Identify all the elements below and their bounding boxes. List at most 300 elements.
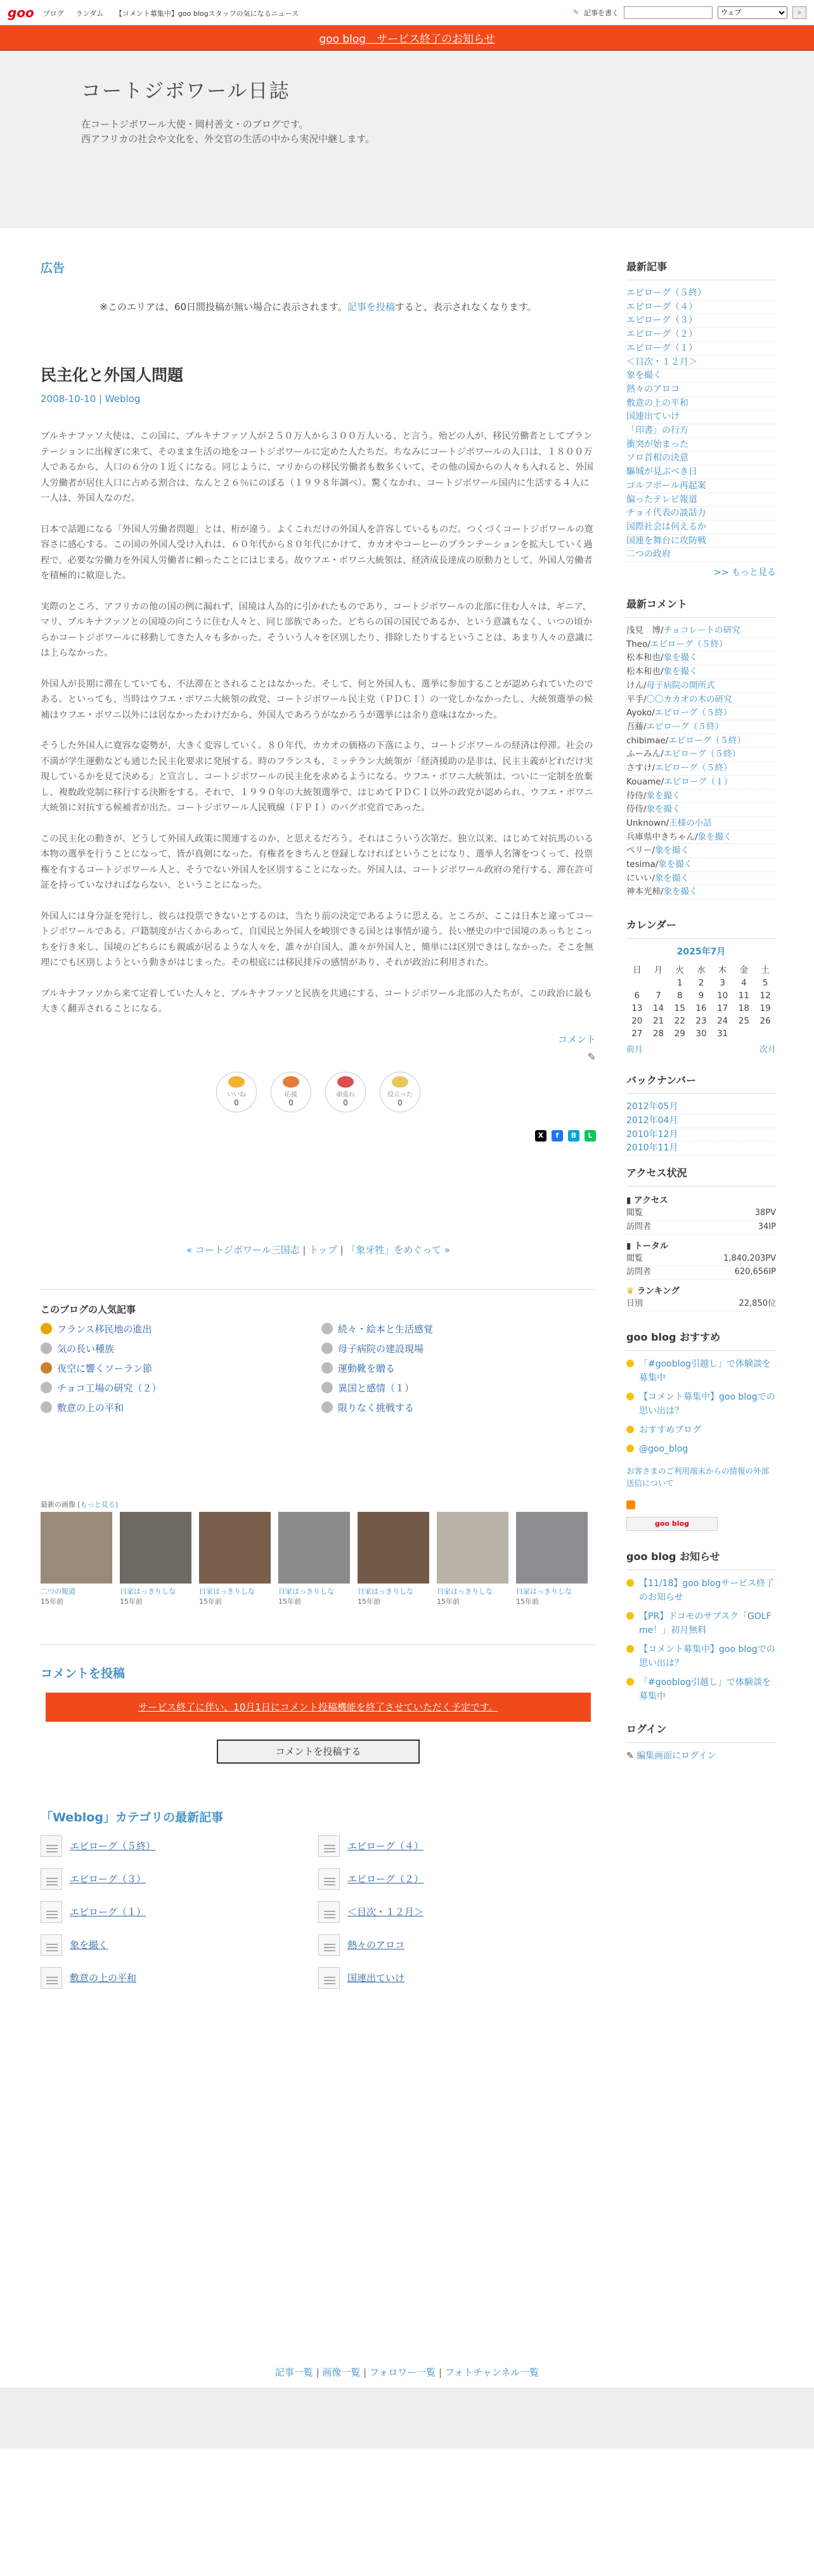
osusume-link[interactable]: 【コメント募集中】goo blogでの思い出は？ (639, 1391, 775, 1416)
thumb-image[interactable] (437, 1512, 508, 1584)
calendar-day[interactable]: 2 (698, 978, 704, 989)
comment-author: Unknown (626, 817, 666, 828)
calendar-day[interactable]: 5 (762, 978, 768, 989)
thumb-age: 15年前 (358, 1597, 380, 1606)
footer-link[interactable]: 画像一覧 (322, 2367, 361, 2378)
osusume-list (626, 1357, 776, 1456)
category-item-link[interactable]: 熱々のアロコ (347, 1939, 405, 1951)
comment-sep: / (655, 859, 659, 870)
next-post-link[interactable]: 「象牙牲」をめぐって » (346, 1244, 451, 1256)
comment-sep: / (661, 667, 664, 677)
comment-post-link[interactable]: エピローグ（５終） (646, 721, 724, 732)
thumb-caption[interactable]: 日家はっきりしな (437, 1587, 493, 1596)
popular-item-link[interactable]: 敷意の上の平和 (57, 1402, 124, 1414)
calendar-day[interactable]: 22 (674, 1016, 685, 1027)
calendar-day[interactable]: 18 (738, 1003, 749, 1014)
oshirase-list (626, 1577, 776, 1703)
search-scope-select[interactable] (718, 6, 787, 19)
calendar-week (626, 1015, 776, 1027)
calendar-day[interactable]: 4 (741, 978, 747, 989)
backnumber-link[interactable]: 2012年05月 (626, 1102, 678, 1112)
nav-blog[interactable]: ブログ (42, 9, 64, 18)
category-item-link[interactable]: エピローグ（３） (70, 1873, 146, 1885)
recent-post-link[interactable]: 偏ったテレビ報道 (626, 494, 697, 505)
recent-post-link[interactable]: 「印書」の行方 (626, 426, 688, 436)
footer-link[interactable]: フォロワー一覧 (370, 2367, 436, 2378)
login-link[interactable]: 編集画面にログイン (636, 1750, 716, 1761)
calendar-day[interactable]: 12 (759, 991, 771, 1001)
calendar-day[interactable]: 3 (720, 978, 725, 989)
recent-post-item (626, 452, 776, 465)
document-icon (318, 1835, 340, 1857)
comment-end-notice-link[interactable]: サービス終了に伴い、10月1日にコメント投稿機能を終了させていただく予定です。 (138, 1701, 498, 1713)
reaction-cheer[interactable] (271, 1072, 311, 1112)
recent-post-item (626, 479, 776, 493)
recent-comment-item (626, 885, 776, 899)
comment-post-link[interactable]: 象を撮く (658, 859, 693, 870)
footer-links (0, 2365, 814, 2379)
service-end-link[interactable]: goo blog サービス終了のお知らせ (319, 32, 495, 46)
calendar-day[interactable]: 13 (631, 1003, 643, 1014)
post-paragraph: そうした外国人に寛容な姿勢が、大きく変容していく。８０年代、カカオの価格の下落により、コートジボワールの経済は停滞。社会の不満が学生運動なども通じた民主化要求に発展する。時のフランスも、ミッテラン大統領が「経済援助の是非は、民主主義がどれだけ実現しているかを見て決める」と宣言し、コートジボワールの民主化を求めるようになる。ウフエ・ボワニ大統領は、ついに一定制を放棄し、複数政党制に移行する決断をする。それで、１９９０年の大統領選挙で、はじめてＰＤＣＩ以外の政党が認められ、ウフエ・ボワニ大統領に対抗する候補者が出た。コートジボワール人民戦線（ＦＰＩ）のバグボ党首であった。 (41, 741, 593, 813)
ad-post-link[interactable]: 記事を投稿 (347, 301, 395, 313)
recent-comments-title: 最新コメント (626, 596, 776, 618)
popular-item (321, 1362, 596, 1375)
rss-icon[interactable] (626, 1500, 635, 1509)
comment-sep: / (652, 763, 656, 774)
line-share-icon[interactable]: L (585, 1130, 596, 1142)
recent-post-item (626, 397, 776, 411)
popular-item (41, 1381, 315, 1395)
recent-post-link[interactable]: 国際社会は何えるか (626, 521, 706, 532)
category-item-link[interactable]: エピローグ（１） (70, 1906, 146, 1918)
popular-item (41, 1401, 315, 1414)
access-total-label: トータル (634, 1240, 669, 1251)
oshirase-link[interactable]: 【PR】ドコモのサブスク「GOLF me！」初月無料 (639, 1611, 772, 1636)
post-comment-button[interactable]: コメントを投稿する (217, 1740, 420, 1764)
calendar-day[interactable]: 20 (631, 1016, 643, 1027)
category-list (41, 1835, 596, 1989)
comment-post-link[interactable]: エピローグ（５終） (663, 749, 741, 760)
prev-post-link[interactable]: « コートジボワール三国志 (186, 1244, 300, 1256)
calendar-prev[interactable]: 前月 (626, 1045, 643, 1055)
oshirase-link[interactable]: 【11/18】goo blogサービス終了のお知らせ (639, 1578, 775, 1603)
recent-post-link[interactable]: 象を撮く (626, 370, 662, 381)
bullet-icon (41, 1382, 52, 1393)
comment-post-link[interactable]: 王様の小話 (669, 817, 712, 828)
calendar-day[interactable]: 19 (759, 1003, 771, 1014)
comment-author: Kouame (626, 776, 661, 787)
popular-item-link[interactable]: 続々・絵本と生活感覚 (338, 1323, 434, 1335)
backnumber-item (626, 1128, 776, 1142)
popular-item (41, 1362, 315, 1375)
document-icon (41, 1835, 62, 1857)
post-paragraph: 日本で話題になる「外国人労働者問題」とは、桁が違う。よくこれだけの外国人を許容しているものだ。つくづくコートジボワールの寛容さに感心する。この国の外国人受け入れは、６０年代から８０年代にかけて、カカオやコーヒーのプランテーションを拡大していく過程で、必要な労働力を外国人労働者に頼ったことにはじまる。故ウフエ・ボワニ大統領は、経済成長達成の原動力として、外国人労働者を積極的に歓迎した。 (41, 524, 593, 581)
recent-post-link[interactable]: 国連を舞台に攻防戦 (626, 535, 706, 546)
calendar-day[interactable]: 27 (631, 1029, 643, 1039)
recent-post-item (626, 424, 776, 438)
footer-link[interactable]: フォトチャンネル一覧 (444, 2367, 539, 2378)
category-item-link[interactable]: エピローグ（４） (347, 1840, 424, 1852)
thumb-caption[interactable]: 日家はっきりしな (516, 1587, 572, 1596)
recent-post-link[interactable]: ソロ首相の決意 (626, 453, 688, 464)
bullet-icon (321, 1362, 333, 1374)
comment-post-section (41, 1644, 596, 1764)
thumb-caption[interactable]: 日家はっきりしな (120, 1587, 176, 1596)
image-thumb[interactable] (358, 1512, 429, 1606)
reaction-label: 頑張れ (336, 1091, 355, 1098)
thumb-image[interactable] (120, 1512, 191, 1584)
login-title: ログイン (626, 1721, 776, 1743)
x-share-icon[interactable]: X (535, 1130, 546, 1142)
recent-post-item (626, 548, 776, 562)
comment-post-link[interactable]: 母子病院の開所式 (646, 680, 715, 691)
access-row (626, 1298, 776, 1311)
popular-item-link[interactable]: 夜空に響くソーラン節 (57, 1362, 153, 1374)
calendar-day[interactable]: 30 (695, 1029, 707, 1039)
post-pager (41, 1243, 596, 1256)
main-column (41, 259, 596, 1989)
access-value: 38PV (754, 1208, 776, 1218)
document-icon (318, 1901, 340, 1923)
osusume-link[interactable]: おすすめブログ (639, 1424, 702, 1435)
search-icon: ⌕ (797, 8, 802, 16)
hatena-share-icon[interactable]: B (568, 1130, 579, 1142)
category-item-link[interactable]: ＜目次・１２月＞ (347, 1906, 424, 1918)
rank-gold-icon (41, 1323, 52, 1334)
osusume-note-link[interactable]: お客さまのご利用端末からの情報の外部送信について (626, 1466, 770, 1488)
calendar-day[interactable]: 23 (695, 1016, 707, 1027)
access-total-rows (626, 1252, 776, 1280)
recent-comment-item (626, 624, 776, 638)
calendar-next[interactable]: 次月 (759, 1045, 776, 1055)
recent-post-link[interactable]: エピローグ（２） (626, 329, 697, 340)
popular-item-link[interactable]: フランス移民地の進出 (57, 1323, 152, 1335)
post-paragraph: 実際のところ、アフリカの他の国の例に漏れず、国境は人為的に引かれたものであり、コートジボワールの北部に住む人々は、ギニア、マリ、ブルキナファソとの国境の向こうに住む人々と、同じ部族であった。どちらの国の国民であるか、という意識もなく、いつの頃からかコートジボワールに移動してきた人々も多かった。そういう人々を区別したり、排除したりするということは、あまり人々の意識には上らなかった。 (41, 601, 593, 658)
login-block (626, 1721, 776, 1762)
calendar-day[interactable]: 28 (652, 1029, 664, 1039)
service-end-notice (0, 25, 814, 51)
popular-title: このブログの人気記事 (41, 1303, 136, 1315)
calendar-weekday: 日 (633, 965, 642, 976)
rank-bronze-icon (41, 1362, 52, 1374)
access-today-label: アクセス (634, 1195, 668, 1206)
calendar-day[interactable]: 31 (717, 1029, 728, 1039)
recent-post-link[interactable]: 国連出ていけ (626, 412, 680, 422)
category-item-link[interactable]: 象を撮く (70, 1939, 108, 1951)
thumb-caption[interactable]: 日家はっきりしな (199, 1587, 255, 1596)
access-row (626, 1252, 776, 1266)
thumb-caption[interactable]: 二つの報道 (41, 1587, 75, 1596)
calendar-month: 2025年7月 (676, 947, 726, 958)
calendar-day (754, 1027, 776, 1040)
comment-post-link[interactable]: 象を撮く (697, 831, 732, 842)
calendar-day[interactable]: 21 (652, 1016, 664, 1027)
osusume-link[interactable]: 「#gooblog引越し」で体験談を募集中 (639, 1358, 771, 1383)
nav-news[interactable]: 【コメント募集中】goo blogスタッフの気になるニュース (115, 9, 299, 18)
image-thumb[interactable] (278, 1512, 350, 1606)
calendar-week (626, 977, 776, 989)
reaction-label: 応援 (285, 1091, 297, 1098)
comment-post-link[interactable]: 象を撮く (646, 790, 681, 801)
recent-comment-item (626, 831, 776, 845)
comment-author: 松本和也 (626, 667, 661, 677)
image-thumb[interactable] (120, 1512, 191, 1606)
recent-post-item (626, 314, 776, 328)
comment-post-link[interactable]: エピローグ（５終） (668, 735, 746, 746)
access-value: 620,656IP (734, 1267, 776, 1277)
image-thumb[interactable] (516, 1512, 588, 1606)
backnumber-link[interactable]: 2010年11月 (626, 1143, 678, 1154)
osusume-link[interactable]: @goo_blog (639, 1443, 688, 1454)
popular-item-link[interactable]: 母子病院の建設現場 (338, 1343, 424, 1355)
post-meta: 2008-10-10 | Weblog (41, 393, 141, 405)
post-paragraph: この民主化の動きが、どうして外国人政策に関連するのか、と思えるだろう。それはこういう次第だ。独立以来、はじめて対抗馬のいる本物の選挙を行うことになって、皆が真剣になった。有権者をきちんと登録しなければということになり、選挙人名簿をつくって、投票権を有するコートジボワール人と、そうでない外国人を区別することになった。外国人は、コートジボワール政府の発行する、滞在許可証を持っていなければならない、ということになった。 (41, 833, 594, 890)
recent-post-link[interactable]: ゴルフボール再起案 (626, 480, 706, 491)
recent-post-link[interactable]: 熱々のアロコ (626, 384, 680, 394)
share-buttons (41, 1130, 596, 1142)
calendar (626, 917, 776, 1055)
popular-item-link[interactable]: チョコ工場の研究（２） (57, 1382, 162, 1394)
cheer-icon (283, 1076, 299, 1088)
ad-title: 広告 (41, 261, 65, 275)
bullet-icon (41, 1402, 52, 1413)
recent-post-link[interactable]: 敷意の上の平和 (626, 398, 688, 408)
calendar-day[interactable]: 25 (738, 1016, 749, 1027)
post-paragraph: ブルキナファソから来て定着していた人々と、ブルキナファソと民族を共通にする、コートジボワール北部の人たちが、この政治に最も大きく翻弄されることになる。 (41, 988, 593, 1014)
edit-pen-icon[interactable]: ✎ (587, 1050, 596, 1063)
comment-author: chibimae (626, 735, 666, 746)
backnumber-item (626, 1100, 776, 1114)
recent-post-link[interactable]: エピローグ（１） (626, 342, 697, 353)
backnumber-item (626, 1114, 776, 1128)
calendar-day[interactable]: 6 (634, 991, 640, 1001)
recent-images-list (41, 1512, 596, 1606)
comment-post-link[interactable]: 象を撮く (655, 845, 690, 856)
comment-sep: / (643, 680, 647, 691)
recent-post-link[interactable]: エピローグ（５終） (626, 288, 706, 298)
thumb-image[interactable] (41, 1512, 112, 1584)
thumb-image[interactable] (278, 1512, 350, 1584)
calendar-table (626, 961, 776, 1040)
access-value: 22,850位 (739, 1298, 776, 1308)
calendar-day[interactable]: 11 (738, 991, 749, 1001)
category-item-link[interactable]: エピローグ（２） (347, 1873, 424, 1885)
calendar-day (648, 977, 669, 989)
blog-title[interactable]: コートジボワール日誌 (81, 80, 290, 103)
recent-post-link[interactable]: チョイ代表の談話力 (626, 508, 706, 519)
access-value: 1,840,203PV (723, 1253, 776, 1263)
thumb-image[interactable] (199, 1512, 271, 1584)
popular-item (321, 1322, 596, 1336)
top-nav (43, 7, 307, 18)
calendar-day[interactable]: 8 (676, 991, 683, 1001)
calendar-day[interactable]: 14 (652, 1003, 664, 1014)
calendar-day[interactable]: 26 (759, 1016, 771, 1027)
thumb-age: 15年前 (437, 1597, 460, 1606)
reaction-count: 0 (234, 1098, 239, 1107)
calendar-day[interactable]: 17 (717, 1003, 728, 1014)
osusume-item (626, 1357, 776, 1385)
reaction-count: 0 (397, 1098, 403, 1107)
access-row (626, 1266, 776, 1280)
recent-posts (626, 259, 776, 578)
calendar-nav (626, 1043, 776, 1055)
calendar-day[interactable]: 24 (717, 1016, 728, 1027)
thumb-age: 15年前 (41, 1597, 63, 1606)
reaction-like[interactable] (216, 1072, 257, 1112)
osusume-title: goo blog おすすめ (626, 1329, 776, 1351)
recent-post-item (626, 328, 776, 342)
comment-author: けん (626, 680, 643, 691)
thumb-caption[interactable]: 日家はっきりしな (278, 1587, 334, 1596)
comment-post-link[interactable]: 象を撮く (663, 653, 698, 663)
comment-sep: / (643, 790, 647, 801)
thumb-image[interactable] (358, 1512, 429, 1584)
ranking-icon: ♛ (626, 1285, 637, 1296)
category-item (318, 1835, 596, 1857)
comment-author: ペリー (626, 845, 652, 856)
popular-item-link[interactable]: 異国と感情（１） (338, 1382, 415, 1394)
bullet-icon (321, 1343, 333, 1354)
comment-post-link[interactable]: 〇〇カカオの木の研究 (646, 694, 732, 705)
thumb-age: 15年前 (199, 1597, 222, 1606)
reaction-helpful[interactable] (380, 1072, 420, 1112)
ad-note (41, 300, 596, 313)
category-item-link[interactable]: 敷意の上の平和 (70, 1972, 137, 1984)
thumb-age: 15年前 (120, 1597, 143, 1606)
write-post-link[interactable]: 記事を書く (584, 8, 619, 17)
post-paragraph: 外国人には身分証を発行し、彼らは投票できないとするのは、当たり前の決定であるように思える。ところが、ここは日本と違ってコートジボワールである。戸籍制度が古くからあって、自国民と外国人を峻別できる国とは事情が違う。長い歴史の中で国境のあっちとこっちを行き来し、国境のどちらにも親戚が居るような人々を、誰々が自国人、誰々が外国人と、簡単には区別できはしなかった。そこを無理にでも区別しようという動きがはじまった。その根底には移民排斥の感情があり、それが政治に利用された。 (41, 911, 594, 968)
image-thumb[interactable] (437, 1512, 508, 1606)
top-link[interactable]: トップ (309, 1244, 337, 1256)
login-pen-icon: ✎ (626, 1750, 637, 1761)
comment-post-link[interactable]: エピローグ（１） (664, 776, 733, 787)
recent-post-link[interactable]: ＜目次・１２月＞ (626, 356, 697, 367)
reaction-ganbare[interactable] (325, 1072, 366, 1112)
thumb-image[interactable] (516, 1512, 588, 1584)
category-item-link[interactable]: 国連出ていけ (347, 1972, 405, 1984)
recent-more-link[interactable]: >> もっと見る (714, 568, 776, 578)
bullet-icon (321, 1382, 333, 1393)
ad-note-pre: ※このエリアは、60日間投稿が無い場合に表示されます。 (100, 301, 347, 313)
thumb-age: 15年前 (278, 1597, 301, 1606)
comment-link[interactable]: コメント (557, 1033, 596, 1045)
thumb-age: 15年前 (516, 1597, 539, 1606)
post-date[interactable]: 2008-10-10 (41, 393, 96, 405)
calendar-weekday: 金 (739, 965, 749, 976)
calendar-day[interactable]: 7 (656, 991, 661, 1001)
comment-author: 侍侍 (626, 804, 643, 815)
document-icon (41, 1901, 62, 1923)
comment-end-notice (46, 1693, 591, 1722)
backnumber-link[interactable]: 2010年12月 (626, 1129, 678, 1140)
comment-post-link[interactable]: エピローグ（５終） (650, 639, 728, 649)
sidebar (626, 259, 776, 1779)
access-title: アクセス状況 (626, 1165, 776, 1187)
category-item (41, 1934, 318, 1956)
backnumber-link[interactable]: 2012年04月 (626, 1115, 678, 1126)
image-thumb[interactable] (199, 1512, 271, 1606)
image-thumb[interactable] (41, 1512, 112, 1606)
popular-item-link[interactable]: 気の長い種族 (57, 1343, 115, 1355)
calendar-week (626, 1002, 776, 1015)
oshirase-link[interactable]: 「#gooblog引越し」で体験談を募集中 (639, 1677, 771, 1701)
comment-post-link[interactable]: エピローグ（５終） (654, 708, 732, 719)
recent-comment-item (626, 776, 776, 790)
recent-post-link[interactable]: エピローグ（３） (626, 315, 697, 326)
calendar-day[interactable]: 15 (674, 1003, 685, 1014)
comment-post-link[interactable]: エピローグ（５終） (655, 763, 732, 774)
post-title[interactable]: 民主化と外国人問題 (41, 366, 184, 384)
recent-comment-item (626, 706, 776, 720)
thumb-caption[interactable]: 日家はっきりしな (358, 1587, 413, 1596)
post-category[interactable]: Weblog (105, 393, 141, 405)
comment-post-link[interactable]: 象を撮く (655, 873, 690, 883)
recent-post-link[interactable]: エピローグ（４） (626, 301, 697, 312)
document-icon (318, 1868, 340, 1890)
calendar-day[interactable]: 10 (717, 991, 728, 1001)
facebook-share-icon[interactable]: f (552, 1130, 563, 1142)
search-input[interactable] (624, 6, 713, 19)
calendar-day[interactable]: 16 (695, 1003, 707, 1014)
recent-post-link[interactable]: 驅城が見ぶべき日 (626, 467, 697, 478)
goo-blog-button[interactable]: goo blog (626, 1517, 718, 1531)
footer-sep: | (360, 2367, 370, 2378)
bullet-icon (321, 1323, 333, 1334)
category-item (318, 1967, 596, 1989)
recent-post-link[interactable]: 二つの政府 (626, 549, 671, 560)
comment-post-link[interactable]: 象を撮く (646, 804, 681, 815)
footer-link[interactable]: 記事一覧 (275, 2367, 313, 2378)
oshirase-link[interactable]: 【コメント募集中】goo blogでの思い出は？ (639, 1644, 775, 1669)
access-label: 訪問者 (626, 1221, 652, 1232)
recent-post-link[interactable]: 衝突が始まった (626, 439, 688, 450)
comment-sep: / (666, 817, 669, 828)
recent-images-label-row (41, 1499, 596, 1509)
comment-author: さすけ (626, 763, 652, 774)
calendar-day[interactable]: 29 (674, 1029, 685, 1039)
category-item-link[interactable]: エピローグ（５終） (70, 1840, 156, 1852)
comment-post-link[interactable]: 象を撮く (663, 887, 698, 897)
backnumber (626, 1072, 776, 1154)
search-button[interactable] (792, 6, 806, 19)
popular-item-link[interactable]: 限りなく挑戦する (338, 1402, 415, 1414)
helpful-icon (392, 1076, 408, 1088)
recent-images-label: 最新の画像 (41, 1500, 75, 1509)
reaction-count: 0 (288, 1098, 294, 1107)
comment-post-title: コメントを投稿 (41, 1666, 126, 1681)
comment-author: Theo (626, 639, 648, 649)
nav-random[interactable]: ランダム (75, 9, 104, 18)
popular-item-link[interactable]: 運動靴を贈る (338, 1362, 396, 1374)
recent-images-more[interactable]: [もっと見る] (77, 1500, 119, 1509)
ganbare-icon (337, 1076, 354, 1088)
comment-post-link[interactable]: チョコレートの研究 (663, 625, 740, 636)
recent-post-item (626, 342, 776, 356)
oshirase-title: goo blog お知らせ (626, 1549, 776, 1570)
goo-logo[interactable]: goo (8, 4, 34, 20)
category-latest-title: 「Weblog」カテゴリの最新記事 (41, 1810, 224, 1825)
calendar-day[interactable]: 1 (676, 978, 683, 989)
access-today-rows (626, 1207, 776, 1234)
recent-post-item (626, 356, 776, 370)
recent-post-item (626, 301, 776, 315)
popular-item (321, 1401, 596, 1414)
comment-post-link[interactable]: 象を撮く (663, 667, 698, 677)
calendar-day[interactable]: 9 (698, 991, 704, 1001)
oshirase-item (626, 1610, 776, 1637)
